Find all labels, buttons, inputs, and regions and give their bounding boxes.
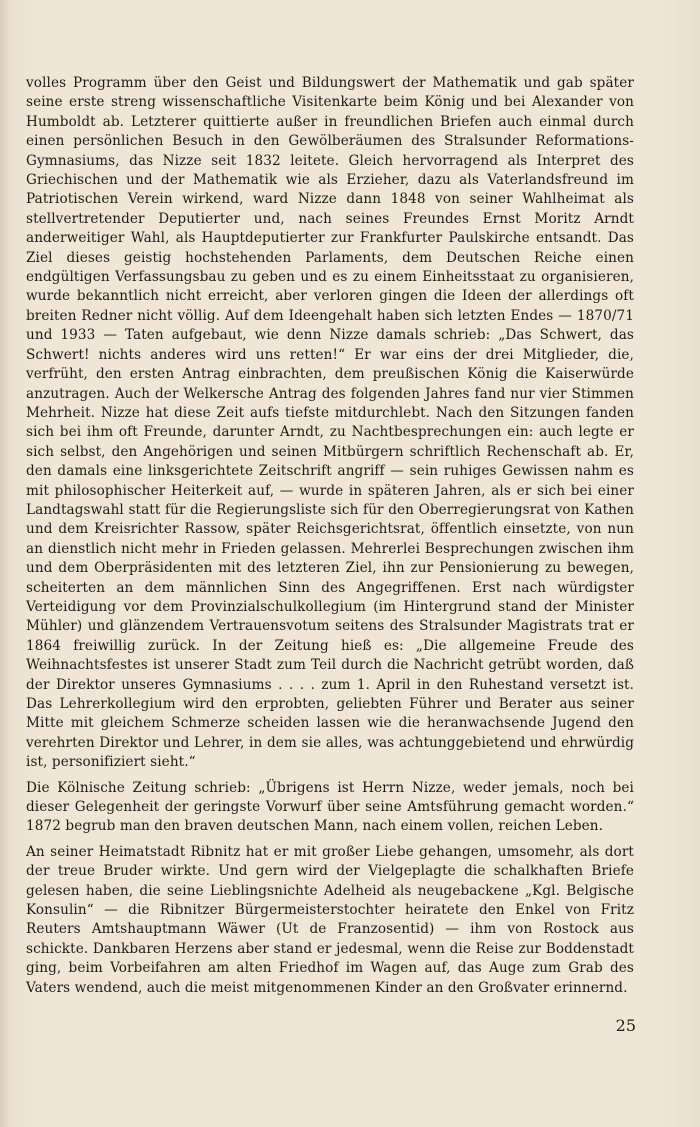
page-number: 25 <box>615 1016 636 1035</box>
body-text <box>26 74 634 1004</box>
paragraph-3: An seiner Heimatstadt Ribnitz hat er mit großer Liebe gehangen, umsomehr, als dort der treue Bruder wirkte. Und gern wird der Vielgeplagte die schalkhaften Briefe gelesen haben, die seine Lieblingsnichte Adelheid als neugebackene „Kgl. Belgische Konsulin“ — die Ribnitzer Bürgermeisterstochter heiratete den Enkel von Fritz Reuters Amtshauptmann Wäwer (Ut de Franzosentid) — ihm von Rostock aus schickte. Dankbaren Herzens aber stand er jedesmal, wenn die Reise zur Boddenstadt ging, beim Vorbeifahren am alten Friedhof im Wagen auf, das Auge zum Grab des Vaters wendend, auch die meist mitgenommenen Kinder an den Großvater erinnernd. <box>26 843 634 996</box>
paragraph-2: Die Kölnische Zeitung schrieb: „Übrigens ist Herrn Nizze, weder jemals, noch bei dieser Gelegenheit der geringste Vorwurf über seine Amtsführung gemacht worden.“ 1872 begrub man den braven deutschen Mann, nach einem vollen, reichen Leben. <box>26 779 634 835</box>
paragraph-1: volles Programm über den Geist und Bildungswert der Mathematik und gab später seine erste streng wissenschaftliche Visitenkarte beim König und bei Alexander von Humboldt ab. Letzterer quittierte außer in freundlichen Briefen auch einmal durch einen persönlichen Besuch in den Gewölberäumen des Stralsunder Reformations-Gymnasiums, das Nizze seit 1832 leitete. Gleich hervorragend als Interpret des Griechischen und der Mathematik wie als Erzieher, dazu als Vaterlandsfreund im Patriotischen Verein wirkend, ward Nizze dann 1848 von seiner Wahlheimat als stellvertretender Deputierter und, nach seines Freundes Ernst Moritz Arndt anderweitiger Wahl, als Hauptdeputierter zur Frankfurter Paulskirche entsandt. Das Ziel dieses geistig hochstehenden Parlaments, dem Deutschen Reiche einen endgültigen Verfassungsbau zu geben und es zu einem Einheitsstaat zu organisieren, wurde bekanntlich nicht erreicht, aber verloren gingen die Ideen der allerdings oft breiten Redner nicht völlig. Auf dem Ideengehalt haben sich letzten Endes — 1870/71 und 1933 — Taten aufgebaut, wie denn Nizze damals schrieb: „Das Schwert, das Schwert! nichts anderes wird uns retten!“ Er war eins der drei Mitglieder, die, verfrüht, den ersten Antrag einbrachten, dem preußischen König die Kaiserwürde anzutragen. Auch der Welkersche Antrag des folgenden Jahres fand nur vier Stimmen Mehrheit. Nizze hat diese Zeit aufs tiefste mitdurchlebt. Nach den Sitzungen fanden sich bei ihm oft Freunde, darunter Arndt, zu Nachtbesprechungen ein: auch legte er sich selbst, den Angehörigen und seinen Mitbürgern schriftlich Rechenschaft ab. Er, den damals eine linksgerichtete Zeitschrift angriff — sein ruhiges Gewissen nahm es mit philosophischer Heiterkeit auf, — wurde in späteren Jahren, als er sich bei einer Landtagswahl statt für die Regierungsliste sich für den Oberregierungsrat von Kathen und dem Kreisrichter Rassow, später Reichsgerichtsrat, öffentlich einsetzte, von nun an dienstlich nicht mehr in Frieden gelassen. Mehrerlei Besprechungen zwischen ihm und dem Oberpräsidenten mit des letzteren Ziel, ihn zur Pensionierung zu bewegen, scheiterten an dem männlichen Sinn des Angegriffenen. Erst nach würdigster Verteidigung vor dem Provinzialschulkollegium (im Hintergrund stand der Minister Mühler) und glänzendem Vertrauensvotum seitens des Stralsunder Magistrats trat er 1864 freiwillig zurück. In der Zeitung hieß es: „Die allgemeine Freude des Weihnachtsfestes ist unserer Stadt zum Teil durch die Nachricht getrübt worden, daß der Direktor unseres Gymnasiums . . . . zum 1. April in den Ruhestand versetzt ist. Das Lehrerkollegium wird den erprobten, geliebten Führer und Berater aus seiner Mitte mit gleichem Schmerze scheiden lassen wie die heranwachsende Jugend den verehrten Direktor und Lehrer, in dem sie alles, was achtunggebietend und ehrwürdig ist, personifiziert sieht.“ <box>26 75 634 771</box>
